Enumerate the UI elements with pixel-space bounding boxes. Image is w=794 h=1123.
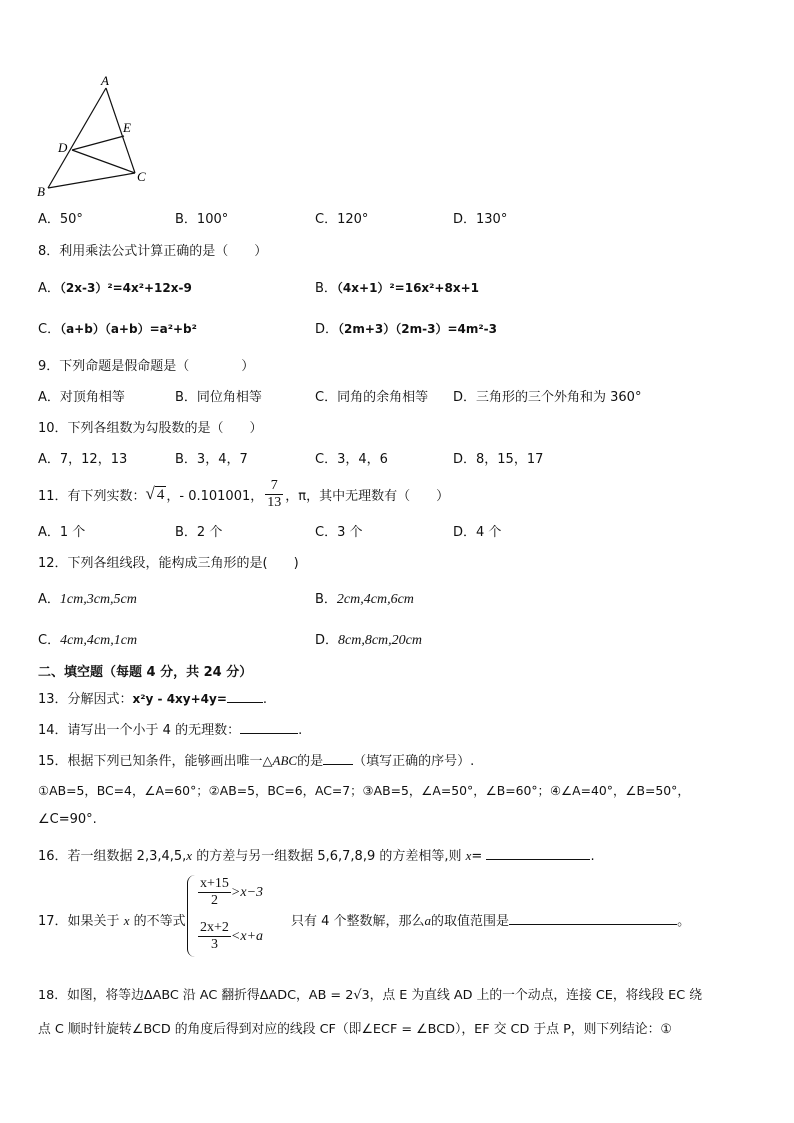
q15-conditions-cont: ∠C=90°. [38,812,97,827]
q8-option-b-prefix: B． [315,281,337,296]
q16-eq: = [471,849,487,864]
inequality-2 [198,920,263,953]
label-C: C [137,169,146,184]
q8-option-c-prefix: C． [38,322,61,337]
ineq1-fraction [198,876,231,909]
q11-stem-post: ，π，其中无理数有（ ） [285,488,450,504]
q17-prefix: 17．如果关于 [38,914,124,929]
q7-option-c: C．120° [315,212,369,227]
q10-option-a: A．7，12，13 [38,452,128,467]
q11-fraction [265,478,283,511]
q16-var-x2: x [465,848,472,863]
q13 [38,688,267,707]
q11-option-a: A．1 个 [38,525,86,540]
inequality-1 [198,876,263,909]
q14 [38,719,302,738]
q14-prefix: 14．请写出一个小于 4 的无理数： [38,723,241,738]
label-A: A [101,73,109,88]
q17-mid: 的不等式 [129,914,186,929]
sqrt-symbol: √ [145,484,155,503]
q13-prefix: 13．分解因式： [38,692,133,707]
q11-fraction-numerator: 7 [265,478,283,495]
q15-suffix: （填写正确的序号）. [353,754,475,769]
q12-option-a-prefix: A． [38,592,60,607]
q15-triangle: ABC [272,753,298,768]
q17-var-a: a [424,913,432,928]
q12-option-a-text: 1cm,3cm,5cm [59,592,137,607]
q9-option-a: A．对顶角相等 [38,390,125,405]
q9-option-b: B．同位角相等 [175,390,262,405]
q11-stem-mid: ，- 0.101001， [166,488,264,504]
q18-line1: 18．如图，将等边ΔABC 沿 AC 翻折得ΔADC，AB = 2√3，点 E 为直线 AD 上的一个动点，连接 CE，将线段 EC 绕 [38,988,702,1003]
q14-suffix: . [298,723,303,738]
q10-option-c: C．3，4，6 [315,452,388,467]
q15-prefix: 15．根据下列已知条件，能够画出唯一△ [38,754,273,769]
q9-option-c: C．同角的余角相等 [315,390,429,405]
section-title: 二、填空题（每题 4 分，共 24 分） [38,665,253,680]
q7-option-a: A．50° [38,212,83,227]
q8-option-b-text: （4x+1）²=16x²+8x+1 [336,281,479,295]
q7-option-b: B．100° [175,212,229,227]
q16-var-x: x [186,848,193,863]
q8-option-c-text: （a+b）（a+b）=a²+b² [60,322,197,336]
q16-suffix: . [590,849,595,864]
triangle-figure [30,72,160,202]
q14-answer-blank [240,721,298,734]
q17-suffix: 的取值范围是 [431,914,510,929]
q10-option-b: B．3，4，7 [175,452,248,467]
q12-option-d-prefix: D． [315,633,339,648]
q8-option-d-prefix: D． [315,322,339,337]
q12-option-b-prefix: B． [315,592,337,607]
ineq1-denominator: 2 [210,893,218,908]
q12-option-c [38,629,137,649]
q15-conditions: ①AB=5，BC=4，∠A=60°；②AB=5，BC=6，AC=7；③AB=5，∠A=50°，∠B=60°；④∠A=40°，∠B=50°， [38,783,690,798]
sqrt-radicand: 4 [156,487,165,503]
q8-option-d [315,318,497,337]
q12-option-d-text: 8cm,8cm,20cm [338,633,422,648]
q15-mid: 的是 [297,754,324,769]
q12-option-b-text: 2cm,4cm,6cm [336,592,414,607]
q8-option-d-text: （2m+3）（2m-3）=4m²-3 [338,322,497,336]
q8-stem: 8．利用乘法公式计算正确的是（ ） [38,244,268,259]
q11-stem [38,474,449,514]
q12-option-b [315,588,414,608]
q11-option-c: C．3 个 [315,525,363,540]
q10-option-d: D．8，15，17 [453,452,544,467]
q9-stem: 9．下列命题是假命题是（ ） [38,359,255,374]
q13-expression: x²y - 4xy+4y= [132,692,227,706]
q11-option-b: B．2 个 [175,525,223,540]
q8-option-b [315,277,479,296]
q8-option-a-text: （2x-3）²=4x²+12x-9 [59,281,192,295]
q13-answer-blank [227,690,263,703]
label-D: D [58,140,68,155]
q8-option-a-prefix: A． [38,281,60,296]
q12-stem: 12．下列各组线段，能构成三角形的是( ) [38,556,299,571]
q9-option-d: D．三角形的三个外角和为 360° [453,390,642,405]
q12-option-a [38,588,137,608]
q11-stem-prefix: 11．有下列实数： [38,488,146,504]
q15-answer-blank [323,752,353,765]
ineq2-rhs: <x+a [230,928,264,944]
q7-option-d: D．130° [453,212,508,227]
inequality-system-brace [187,875,196,957]
q8-option-a [38,277,192,296]
q16-mid: 的方差与另一组数据 5,6,7,8,9 的方差相等,则 [192,849,466,864]
ineq1-numerator: x+15 [200,876,229,891]
q17-prefix-line [38,910,186,929]
ineq1-rhs: >x−3 [230,884,264,900]
sqrt-expression [146,484,167,504]
q12-option-c-prefix: C． [38,633,61,648]
q17-answer-blank [509,912,677,925]
label-B: B [37,184,45,199]
q15 [38,750,474,769]
q13-suffix: . [262,692,268,707]
q12-option-d [315,629,422,649]
ineq2-fraction [198,920,231,953]
q11-fraction-denominator: 13 [267,494,282,510]
label-E: E [123,120,131,135]
q10-stem: 10．下列各组数为勾股数的是（ ） [38,421,263,436]
q16 [38,845,595,864]
ineq2-denominator: 3 [210,937,218,952]
q11-option-d: D．4 个 [453,525,502,540]
q17-suffix-line [291,910,690,929]
q16-answer-blank [486,847,590,860]
q12-option-c-text: 4cm,4cm,1cm [60,633,138,648]
q17-var-x: x [123,913,130,928]
q18-line2: 点 C 顺时针旋转∠BCD 的角度后得到对应的线段 CF（即∠ECF = ∠BCD），EF 交 CD 于点 P，则下列结论：① [38,1022,672,1037]
q17-end: 。 [677,914,691,929]
ineq2-numerator: 2x+2 [200,920,229,935]
q8-option-c [38,318,197,337]
q17-suffix-pre: 只有 4 个整数解，那么 [291,914,425,929]
q16-prefix: 16．若一组数据 2,3,4,5, [38,849,187,864]
